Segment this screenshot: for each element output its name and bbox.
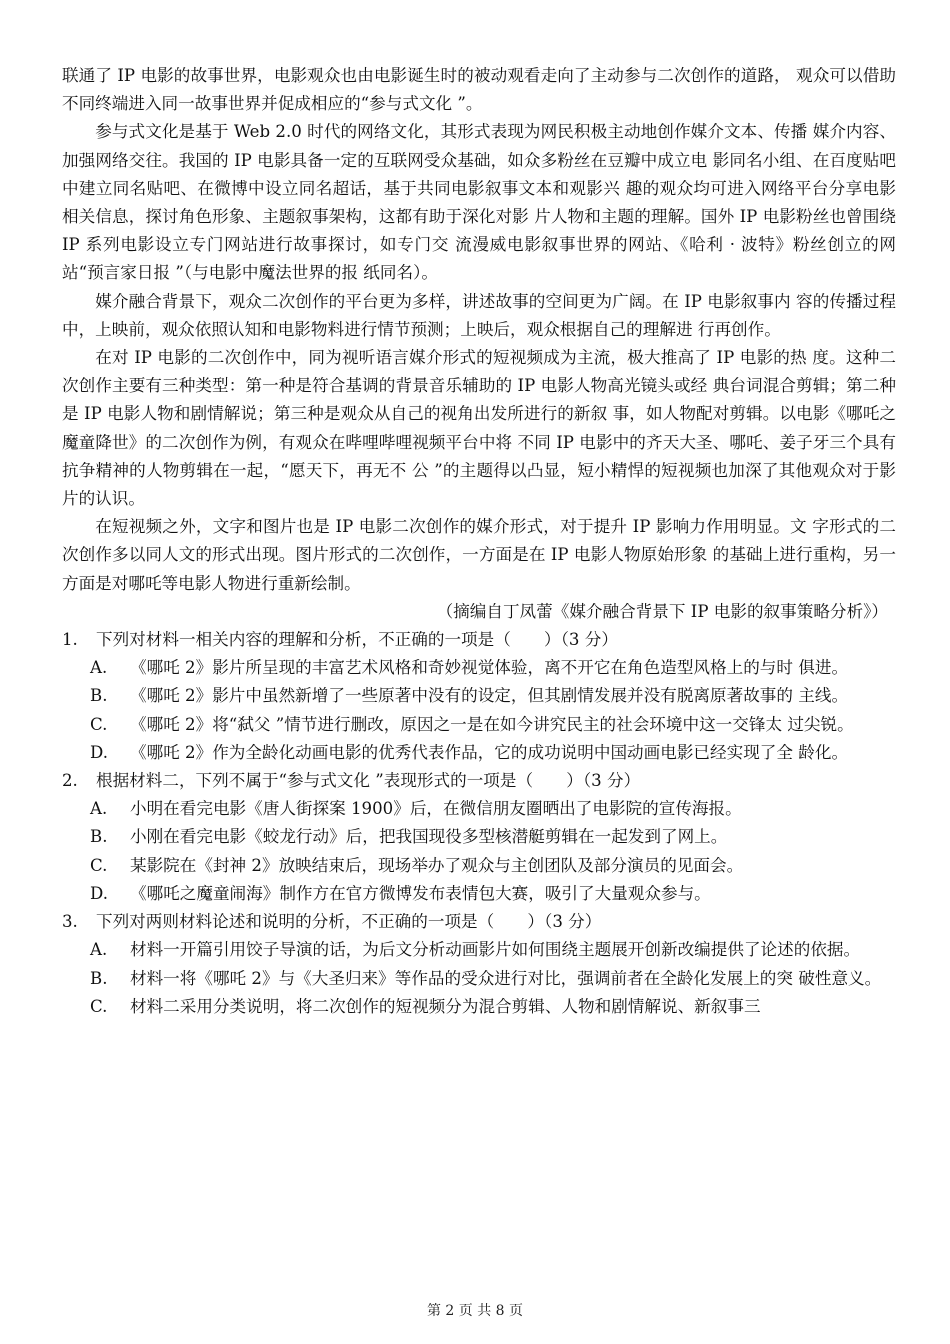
question-number: 3. [62, 912, 78, 932]
option-2d [62, 880, 896, 908]
option-2a [62, 795, 896, 823]
option-letter: D. [90, 742, 108, 762]
passage-paragraph: 参与式文化是基于 Web 2.0 时代的网络文化，其形式表现为网民积极主动地创作媒介文本、传播 媒介内容、加强网络交往。我国的 IP 电影具备一定的互联网受众基础，如众多粉丝在豆瓣中成立电 影同名小组、在百度贴吧中建立同名贴吧、在微博中设立同名超话，基于共同电影叙事文本和观影兴 趣的观众均可进入网络平台分享电影相关信息，探讨角色形象、主题叙事架构，这都有助于深化对影 片人物和主题的理解。国外 IP 电影粉丝也曾围绕 IP 系列电影设立专门网站进行故事探讨，如专门交 流漫威电影叙事世界的网站、《哈利 · 波特》粉丝创立的网站“预言家日报 ”（与电影中魔法世界的报 纸同名）。 [62, 122, 896, 283]
option-3c [62, 993, 896, 1021]
option-text: 《哪吒 2》影片中虽然新增了一些原著中没有的设定，但其剧情发展并没有脱离原著故事的 主线。 [130, 686, 849, 706]
page-footer: 第 2 页 共 8 页 [426, 1303, 524, 1319]
option-2b [62, 823, 896, 851]
option-text: 材料一开篇引用饺子导演的话，为后文分析动画影片如何围绕主题展开创新改编提供了论述的依据。 [130, 940, 861, 960]
option-text: 小明在看完电影《唐人街探案 1900》后，在微信朋友圈晒出了电影院的宣传海报。 [130, 799, 742, 819]
option-1a [62, 654, 896, 682]
option-text: 某影院在《封神 2》放映结束后，现场举办了观众与主创团队及部分演员的见面会。 [130, 855, 744, 875]
question-stem: 下列对两则材料论述和说明的分析，不正确的一项是（ ）（3 分） [96, 912, 602, 932]
option-text: 《哪吒 2》将“弑父 ”情节进行删改，原因之一是在如今讲究民主的社会环境中这一交锋太 过尖锐。 [130, 714, 854, 734]
passage-paragraph: 在对 IP 电影的二次创作中，同为视听语言媒介形式的短视频成为主流，极大推高了 IP 电影的热 度。这种二次创作主要有三种类型：第一种是符合基调的背景音乐辅助的 IP 电影人物高光镜头或经 典台词混合剪辑；第二种是 IP 电影人物和剧情解说；第三种是观众从自己的视角出发所进行的新叙 事，如人物配对剪辑。以电影《哪吒之魔童降世》的二次创作为例，有观众在哔哩哔哩视频平台中将 不同 IP 电影中的齐天大圣、哪吒、姜子牙三个具有抗争精神的人物剪辑在一起，“愿天下，再无不 公 ”的主题得以凸显，短小精悍的短视频也加深了其他观众对于影片的认识。 [62, 348, 896, 509]
option-2c [62, 852, 896, 880]
option-1c [62, 711, 896, 739]
option-letter: C. [90, 996, 108, 1016]
option-3a [62, 936, 896, 964]
option-letter: D. [90, 883, 108, 903]
option-letter: B. [90, 968, 108, 988]
question-3 [62, 908, 896, 936]
passage-paragraph-continued: 联通了 IP 电影的故事世界，电影观众也由电影诞生时的被动观看走向了主动参与二次创作的道路， 观众可以借助不同终端进入同一故事世界并促成相应的“参与式文化 ”。 [62, 66, 896, 114]
passage-paragraph: 媒介融合背景下，观众二次创作的平台更为多样，讲述故事的空间更为广阔。在 IP 电影叙事内 容的传播过程中，上映前，观众依照认知和电影物料进行情节预测；上映后，观众根据自己的理解进 行再创作。 [62, 291, 896, 339]
option-text: 《哪吒 2》影片所呈现的丰富艺术风格和奇妙视觉体验，离不开它在角色造型风格上的与时 俱进。 [130, 658, 849, 678]
option-letter: A. [90, 940, 108, 960]
question-number: 2. [62, 771, 78, 791]
option-text: 《哪吒之魔童闹海》制作方在官方微博发布表情包大赛，吸引了大量观众参与。 [130, 883, 711, 903]
document-page [62, 62, 896, 1021]
option-letter: C. [90, 855, 108, 875]
option-3b [62, 965, 896, 993]
option-letter: B. [90, 827, 108, 847]
option-text: 材料二采用分类说明，将二次创作的短视频分为混合剪辑、人物和剧情解说、新叙事三 [130, 996, 761, 1016]
option-letter: A. [90, 658, 108, 678]
passage-paragraph: 在短视频之外，文字和图片也是 IP 电影二次创作的媒介形式，对于提升 IP 影响力作用明显。文 字形式的二次创作多以同人文的形式出现。图片形式的二次创作，一方面是在 IP 电影人物原始形象 的基础上进行重构，另一方面是对哪吒等电影人物进行重新绘制。 [62, 517, 896, 593]
passage-source: （摘编自丁凤蕾《媒介融合背景下 IP 电影的叙事策略分析》） [436, 601, 888, 621]
option-letter: A. [90, 799, 108, 819]
question-number: 1. [62, 630, 78, 650]
option-1d [62, 739, 896, 767]
option-1b [62, 682, 896, 710]
option-text: 材料一将《哪吒 2》与《大圣归来》等作品的受众进行对比，强调前者在全龄化发展上的突 破性意义。 [130, 968, 882, 988]
question-1 [62, 626, 896, 654]
question-stem: 根据材料二，下列不属于“参与式文化 ”表现形式的一项是（ ）（3 分） [96, 771, 641, 791]
question-2 [62, 767, 896, 795]
option-letter: C. [90, 714, 108, 734]
question-stem: 下列对材料一相关内容的理解和分析，不正确的一项是（ ）（3 分） [96, 630, 618, 650]
option-text: 小刚在看完电影《蛟龙行动》后，把我国现役多型核潜艇剪辑在一起发到了网上。 [130, 827, 728, 847]
option-letter: B. [90, 686, 108, 706]
option-text: 《哪吒 2》作为全龄化动画电影的优秀代表作品，它的成功说明中国动画电影已经实现了全 龄化。 [130, 742, 849, 762]
